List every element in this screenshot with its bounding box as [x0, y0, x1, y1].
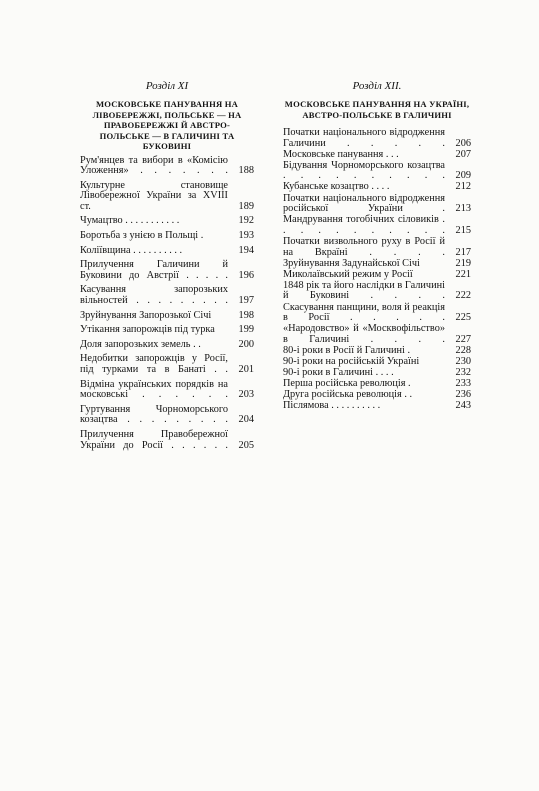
- toc-column-right: [283, 80, 471, 412]
- toc-entry-title: Друга російська революція . .: [283, 389, 413, 401]
- toc-entry-page: 243: [455, 400, 471, 412]
- toc-entry-page: 233: [455, 378, 471, 390]
- section-title: МОСКОВСЬКЕ ПАНУВАННЯ НА ЛІВОБЕРЕЖЖІ, ПОЛЬСЬКЕ — НА ПРАВОБЕРЕЖЖІ Й АВСТРО-ПОЛЬСЬКЕ — В ГАЛИЧИНІ ТА БУКОВИНІ: [92, 99, 242, 151]
- toc-entry-title: Московське панування . . .: [283, 148, 399, 160]
- toc-entry-title: Культурне становище Лівобережної України за XVIII ст.: [80, 179, 228, 212]
- toc-entry-page: 219: [455, 257, 471, 269]
- toc-entry-page: 203: [238, 389, 254, 401]
- toc-entry-title: 90-і роки в Галичині . . . .: [283, 367, 394, 379]
- toc-entry: [80, 246, 254, 257]
- toc-entry-page: 236: [455, 389, 471, 401]
- toc-entry: [283, 368, 471, 379]
- toc-entry-title: Чумацтво . . . . . . . . . . .: [80, 215, 180, 227]
- toc-entry: [283, 346, 471, 357]
- toc-entry: [283, 161, 471, 182]
- toc-entry: [283, 215, 471, 236]
- toc-entry-title: Початки національного відродження російської України .: [283, 192, 445, 215]
- toc-entry-title: Скасування панщини, воля й реакція в Росії . . . . .: [283, 301, 445, 324]
- toc-entries: [80, 156, 254, 452]
- toc-entry: [283, 237, 471, 258]
- toc-entry-title: 1848 рік та його наслідки в Галичині й Буковині . . . .: [283, 279, 445, 302]
- toc-entry: [283, 390, 471, 401]
- toc-entry-title: Початки національного відродження Галичини . . . . .: [283, 127, 445, 149]
- toc-entry: [80, 340, 254, 351]
- toc-entry-title: Прилучення Правобережної України до Росії . . . . . .: [80, 428, 228, 451]
- toc-entry-title: Прилучення Галичини й Буковини до Австрії . . . . .: [80, 259, 228, 281]
- toc-entry-title: Недобитки запорожців у Росії, під турками та в Банаті . .: [80, 353, 228, 375]
- toc-entry-page: 217: [455, 246, 471, 258]
- toc-entry-title: Зруйнування Задунайської Січі: [283, 257, 420, 269]
- toc-entry-title: Відміна українських порядків на московські . . . . . .: [80, 378, 228, 401]
- toc-entry-title: Утікання запорожців під турка: [80, 324, 215, 336]
- toc-entry-title: Доля запорозьких земель . .: [80, 338, 201, 350]
- toc-entry: [283, 128, 471, 149]
- toc-entry-title: Перша російська революція .: [283, 378, 411, 390]
- toc-entry-title: Початки визвольного руху в Росії й на Вкраїні . . . .: [283, 235, 445, 258]
- toc-entry-title: 80-і роки в Росії й Галичині .: [283, 344, 411, 356]
- toc-entry-title: Миколаївський режим у Росії: [283, 268, 413, 280]
- toc-entry: [283, 182, 471, 193]
- toc-entry-title: Зруйнування Запорозької Січі: [80, 309, 212, 321]
- toc-entry-page: 230: [455, 355, 471, 367]
- toc-entry: [80, 285, 254, 306]
- toc-entry: [80, 405, 254, 426]
- toc-entry: [283, 270, 471, 281]
- toc-entry: [283, 194, 471, 215]
- toc-entry: [283, 259, 471, 270]
- toc-entry-page: 232: [455, 367, 471, 379]
- toc-entry: [283, 401, 471, 412]
- toc-entry: [283, 357, 471, 368]
- toc-entries: [283, 128, 471, 412]
- toc-entry-title: Мандрування тогобічних сіловиків . . . . . . . . . . .: [283, 214, 445, 236]
- toc-entry-page: 228: [455, 344, 471, 356]
- toc-entry-title: «Народовство» й «Москвофільство» в Галичині . . . .: [283, 323, 445, 345]
- toc-entry: [80, 325, 254, 336]
- toc-entry: [80, 380, 254, 401]
- toc-entry-title: Коліївщина . . . . . . . . . .: [80, 244, 183, 256]
- toc-entry-title: Бідування Чорноморського козацтва . . . . . . . . . .: [283, 159, 445, 182]
- toc-entry-page: 225: [455, 312, 471, 324]
- toc-entry: [80, 260, 254, 281]
- toc-entry: [283, 150, 471, 161]
- toc-entry-page: 199: [238, 324, 254, 336]
- toc-entry-page: 227: [455, 333, 471, 345]
- toc-entry-title: Боротьба з унією в Польщі .: [80, 230, 204, 242]
- toc-entry-page: 198: [238, 309, 254, 321]
- toc-entry-page: 213: [455, 203, 471, 215]
- toc-entry-title: Післямова . . . . . . . . . .: [283, 400, 381, 412]
- toc-entry: [80, 181, 254, 213]
- section-title: МОСКОВСЬКЕ ПАНУВАННЯ НА УКРАЇНІ, АВСТРО-ПОЛЬСЬКЕ В ГАЛИЧИНІ: [284, 99, 470, 120]
- toc-entry-title: Рум'янцев та вибори в «Комісію Уложення» . . . . . . .: [80, 154, 228, 177]
- toc-entry-title: 90-і роки на російській Україні: [283, 355, 420, 367]
- toc-entry-page: 197: [238, 295, 254, 307]
- section-label: Розділ XI: [145, 80, 189, 92]
- toc-entry: [80, 156, 254, 177]
- toc-entry-page: 200: [238, 338, 254, 350]
- toc-entry: [283, 281, 471, 302]
- toc-entry-page: 209: [455, 170, 471, 182]
- section-label: Розділ XII.: [352, 80, 402, 92]
- toc-column-left: [80, 80, 254, 455]
- toc-entry: [283, 379, 471, 390]
- toc-entry: [80, 311, 254, 322]
- toc-entry: [80, 216, 254, 227]
- toc-entry-page: 188: [238, 165, 254, 177]
- toc-entry-title: Гуртування Чорноморського козацтва . . . . . . . . .: [80, 403, 228, 426]
- toc-entry-page: 194: [238, 244, 254, 256]
- toc-entry: [80, 354, 254, 375]
- toc-entry-page: 222: [455, 290, 471, 302]
- toc-entry-page: 204: [238, 414, 254, 426]
- toc-entry: [80, 231, 254, 242]
- toc-entry-page: 221: [455, 268, 471, 280]
- toc-entry-title: Кубанське козацтво . . . .: [283, 181, 390, 193]
- toc-entry: [283, 324, 471, 345]
- toc-entry-page: 201: [238, 364, 254, 375]
- toc-entry: [80, 430, 254, 451]
- toc-entry-page: 193: [238, 230, 254, 242]
- toc-entry-page: 205: [238, 439, 254, 451]
- toc-entry-page: 206: [455, 137, 471, 149]
- toc-entry: [283, 303, 471, 324]
- toc-entry-page: 192: [238, 215, 254, 227]
- toc-entry-page: 196: [238, 269, 254, 281]
- toc-entry-page: 189: [238, 200, 254, 212]
- toc-entry-page: 215: [455, 224, 471, 236]
- toc-entry-title: Касування запорозьких вільностей . . . . . . . . .: [80, 284, 228, 307]
- toc-entry-page: 207: [455, 148, 471, 160]
- toc-entry-page: 212: [455, 181, 471, 193]
